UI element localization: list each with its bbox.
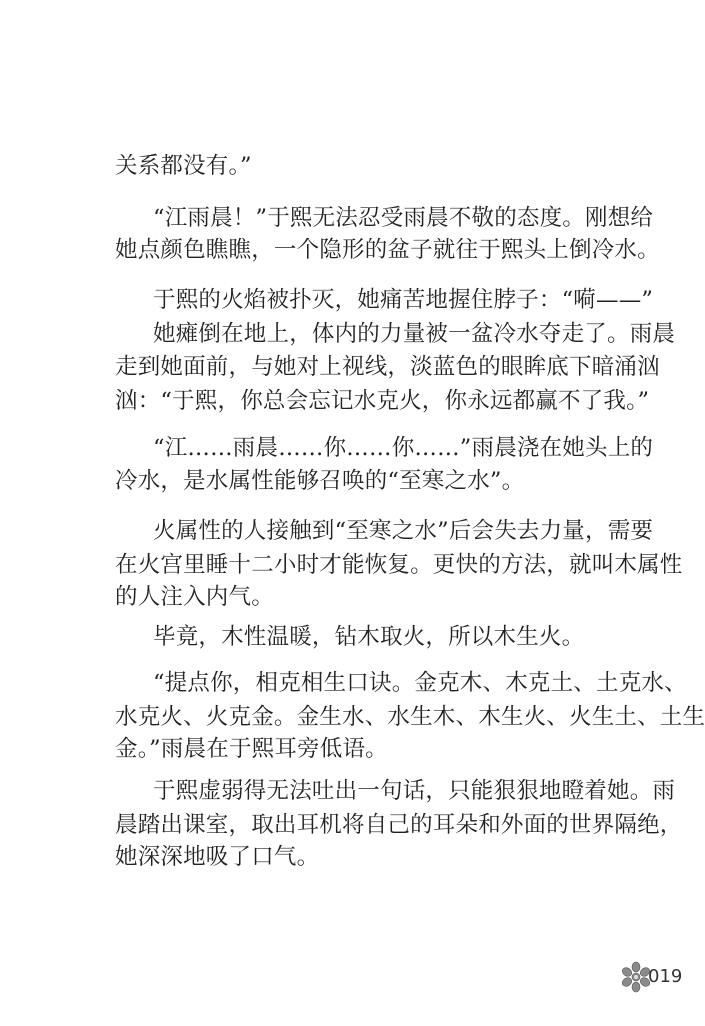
text-line: “江……雨晨……你……你……”雨晨浇在她头上的 [153,435,654,461]
text-line: “提点你，相克相生口诀。金克木、木克土、土克水、 [153,670,687,696]
text-line: 于熙虚弱得无法吐出一句话，只能狠狠地瞪着她。雨 [153,778,676,804]
text-line: 走到她面前，与她对上视线，淡蓝色的眼眸底下暗涌汹 [115,354,660,380]
text-line: 于熙的火焰被扑灭，她痛苦地握住脖子：“嗬——” [153,287,654,313]
text-line: 在火宫里睡十二小时才能恢复。更快的方法，就叫木属性 [115,552,683,578]
text-line: 毕竟，木性温暖，钻木取火，所以木生火。 [153,624,585,650]
text-line: “江雨晨！”于熙无法忍受雨晨不敬的态度。刚想给 [153,205,654,231]
text-line: 冷水，是水属性能够召唤的“至寒之水”。 [115,468,525,494]
text-line: 金。”雨晨在于熙耳旁低语。 [115,736,388,762]
text-line: 她点颜色瞧瞧，一个隐形的盆子就往于熙头上倒冷水。 [115,237,660,263]
text-line: 火属性的人接触到“至寒之水”后会失去力量，需要 [153,518,654,544]
flower-ornament-icon [622,960,650,994]
text-line: 水克火、火克金。金生水、水生木、木生火、火生土、土生 [115,704,705,730]
text-line: 她深深地吸了口气。 [115,844,320,870]
page-number-block [622,960,682,1000]
page-number: 019 [648,966,683,987]
text-line: 的人注入内气。 [115,584,274,610]
text-line: 汹：“于熙，你总会忘记水克火，你永远都赢不了我。” [115,388,650,414]
text-line: 关系都没有。” [115,153,252,179]
text-line: 她瘫倒在地上，体内的力量被一盆冷水夺走了。雨晨 [153,321,676,347]
text-line: 晨踏出课室，取出耳机将自己的耳朵和外面的世界隔绝， [115,812,683,838]
